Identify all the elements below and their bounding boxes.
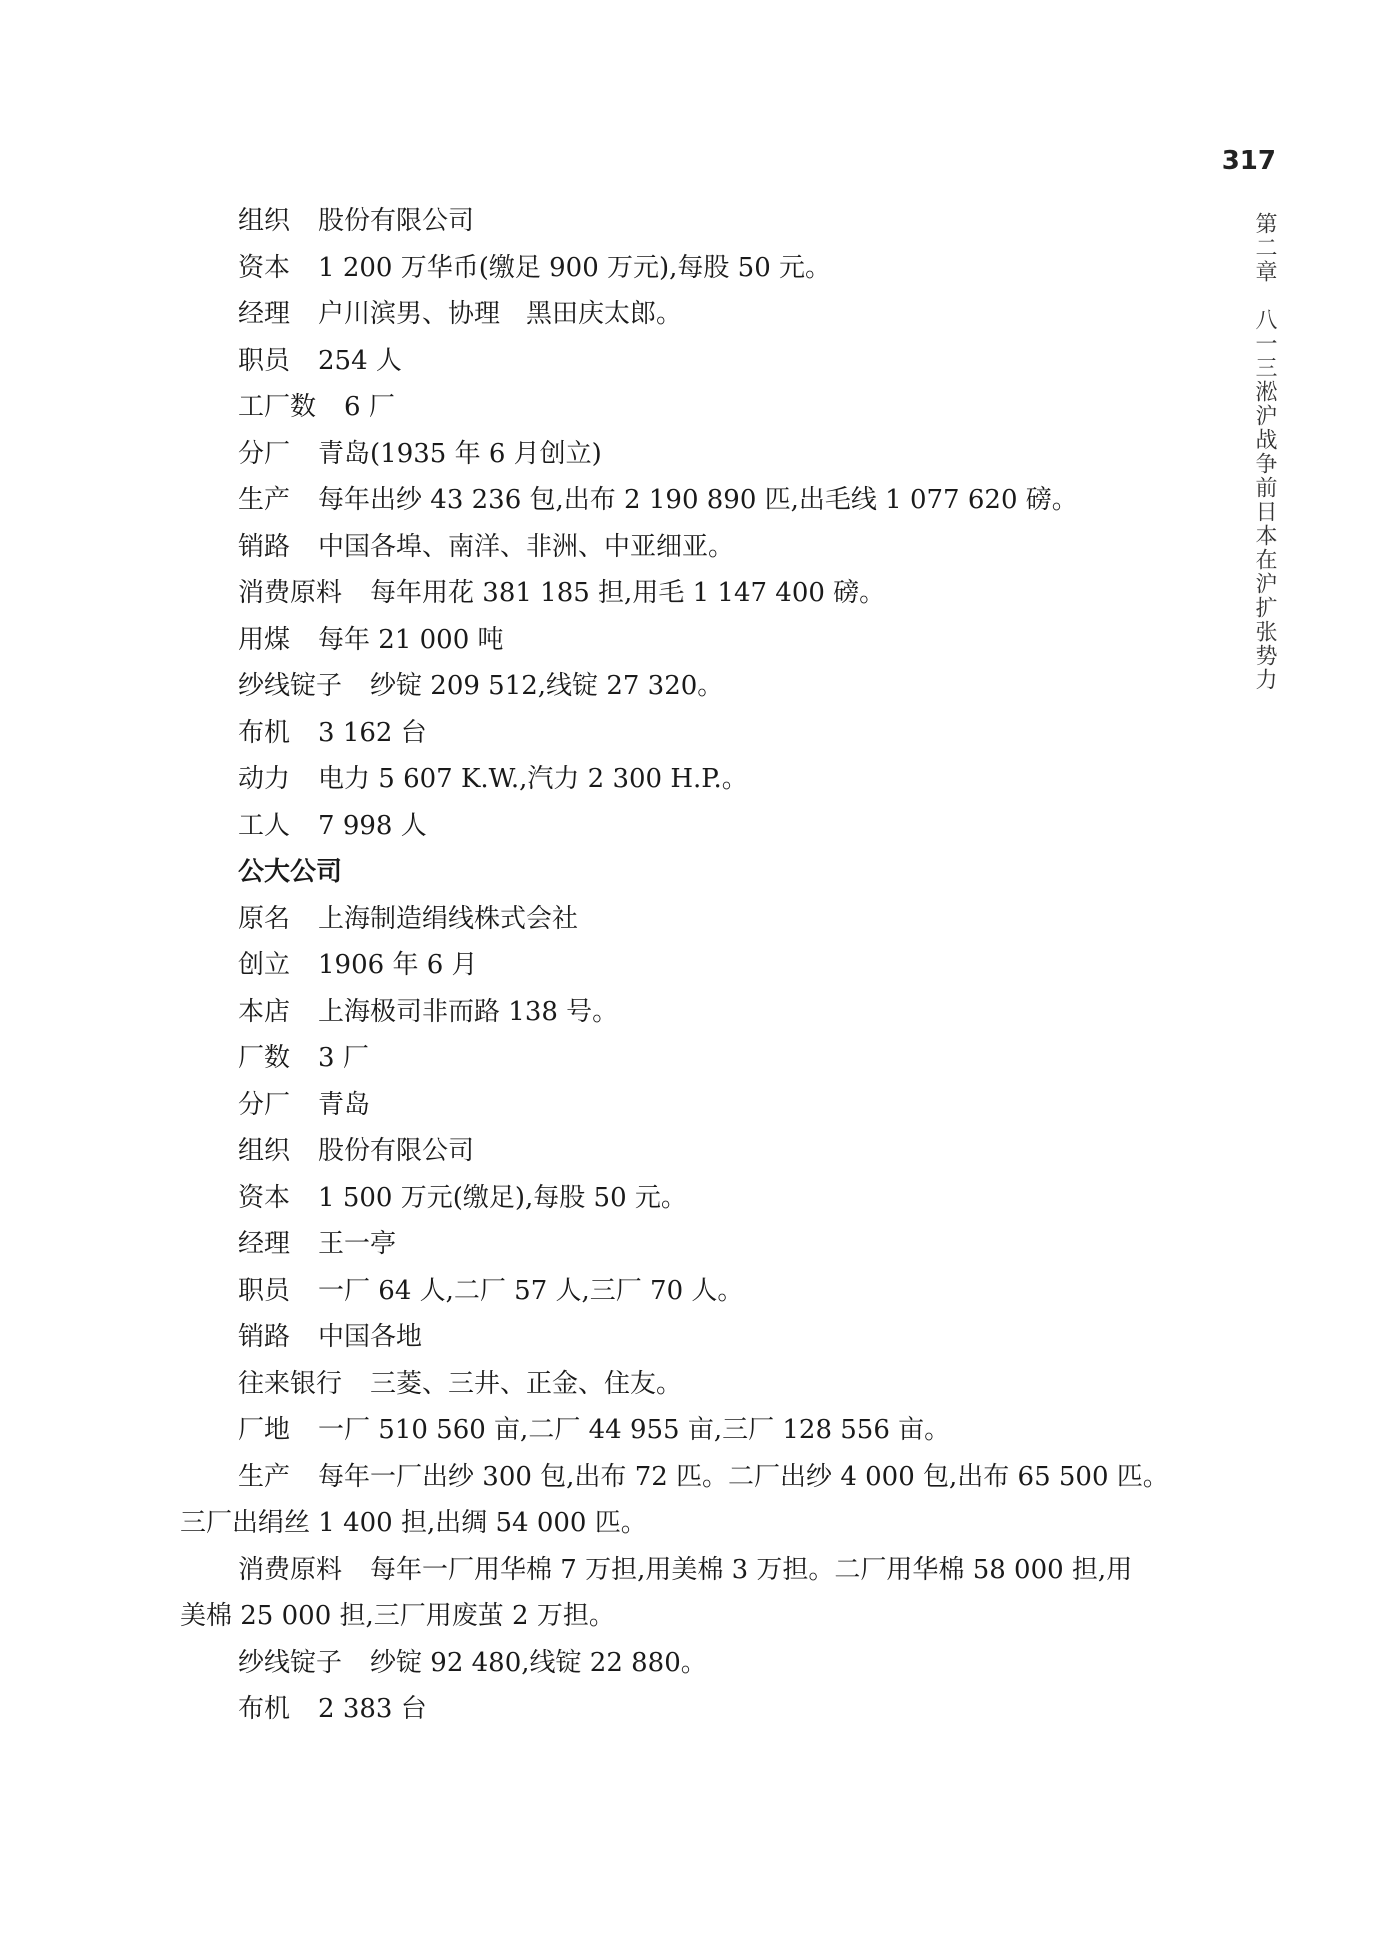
- section-heading: 公大公司: [238, 857, 343, 887]
- entry-value: 一厂 510 560 亩,二厂 44 955 亩,三厂 128 556 亩。: [318, 1415, 951, 1445]
- entry-label: 创立: [238, 950, 291, 980]
- entry-label: 分厂: [238, 438, 291, 469]
- entry-value: 三菱、三井、正金、住友。: [370, 1368, 683, 1399]
- entry-value: 户川滨男、协理 黑田庆太郎。: [318, 299, 683, 329]
- entry-line: [180, 803, 1200, 850]
- entry-value: 3 162 台: [318, 717, 427, 748]
- entry-label: 厂数: [238, 1043, 291, 1073]
- entry-line: [180, 1035, 1200, 1082]
- entry-line: [180, 384, 1200, 431]
- entry-value: 中国各地: [318, 1322, 423, 1352]
- entry-value: 股份有限公司: [318, 206, 475, 236]
- entry-line: [180, 1640, 1200, 1687]
- entry-label: 经理: [238, 299, 291, 329]
- entry-value: 中国各埠、南洋、非洲、中亚细亚。: [318, 531, 735, 562]
- entry-line: [180, 431, 1200, 478]
- entry-line: [180, 524, 1200, 571]
- entry-label: 纱线锭子: [238, 671, 343, 701]
- entry-value: 纱锭 209 512,线锭 27 320。: [370, 671, 724, 701]
- entry-line: [180, 291, 1200, 338]
- entry-value: 一厂 64 人,二厂 57 人,三厂 70 人。: [318, 1275, 744, 1306]
- entry-label: 布机: [238, 1694, 291, 1724]
- entry-label: 用煤: [238, 624, 291, 655]
- entry-label: 消费原料: [238, 1554, 343, 1585]
- entry-line: [180, 710, 1200, 757]
- entry-label: 布机: [238, 717, 291, 748]
- entry-value: 青岛: [318, 1089, 371, 1120]
- entry-line: [180, 570, 1200, 617]
- entry-line: [180, 1082, 1200, 1129]
- entry-line: [180, 1221, 1200, 1268]
- entry-label: 销路: [238, 1322, 291, 1352]
- entry-label: 经理: [238, 1229, 291, 1259]
- entry-label: 生产: [238, 1461, 291, 1492]
- entry-line: [180, 245, 1200, 292]
- entry-continuation: 三厂出绢丝 1 400 担,出绸 54 000 匹。: [180, 1508, 647, 1538]
- entry-label: 分厂: [238, 1089, 291, 1120]
- entry-line: [180, 1314, 1200, 1361]
- entry-value: 254 人: [318, 345, 402, 376]
- entry-line: [180, 1175, 1200, 1222]
- entry-label: 组织: [238, 206, 291, 236]
- entry-line: [180, 477, 1200, 524]
- entry-continuation: 美棉 25 000 担,三厂用废茧 2 万担。: [180, 1601, 615, 1631]
- entry-line: [180, 989, 1200, 1036]
- entry-line: [180, 663, 1200, 710]
- entry-line: [180, 338, 1200, 385]
- entry-line: [180, 1128, 1200, 1175]
- entry-line: [180, 756, 1200, 803]
- entry-label: 资本: [238, 1182, 291, 1213]
- entry-value: 股份有限公司: [318, 1136, 475, 1166]
- entry-label: 工厂数: [238, 392, 317, 422]
- entry-value: 7 998 人: [318, 810, 427, 841]
- entry-label: 本店: [238, 996, 291, 1027]
- entry-value: 3 厂: [318, 1043, 369, 1073]
- entry-value: 1 500 万元(缴足),每股 50 元。: [318, 1182, 687, 1213]
- entry-value: 电力 5 607 K.W.,汽力 2 300 H.P.。: [318, 764, 748, 794]
- entry-value: 每年出纱 43 236 包,出布 2 190 890 匹,出毛线 1 077 620 磅。: [318, 485, 1078, 515]
- page-number: 317: [1221, 146, 1276, 176]
- entry-line: [180, 1268, 1200, 1315]
- entry-value: 1906 年 6 月: [318, 950, 478, 980]
- entry-label: 职员: [238, 1275, 291, 1306]
- entry-label: 组织: [238, 1136, 291, 1166]
- entry-value: 2 383 台: [318, 1694, 427, 1724]
- entry-value: 1 200 万华币(缴足 900 万元),每股 50 元。: [318, 252, 832, 283]
- entry-line: [180, 1547, 1200, 1594]
- entry-value: 王一亭: [318, 1229, 397, 1259]
- entry-label: 生产: [238, 485, 291, 515]
- entry-label: 厂地: [238, 1415, 291, 1445]
- entry-value: 每年用花 381 185 担,用毛 1 147 400 磅。: [370, 578, 886, 608]
- entry-value: 每年一厂用华棉 7 万担,用美棉 3 万担。二厂用华棉 58 000 担,用: [370, 1554, 1133, 1585]
- entry-value: 纱锭 92 480,线锭 22 880。: [370, 1647, 707, 1678]
- entry-line: [180, 942, 1200, 989]
- entry-value: 上海极司非而路 138 号。: [318, 996, 619, 1027]
- entry-line: [180, 896, 1200, 943]
- entry-line: [180, 1361, 1200, 1408]
- entry-label: 纱线锭子: [238, 1647, 343, 1678]
- entry-line: [180, 1686, 1200, 1733]
- entry-label: 工人: [238, 810, 291, 841]
- entry-value: 青岛(1935 年 6 月创立): [318, 438, 602, 469]
- entry-value: 每年一厂出纱 300 包,出布 72 匹。二厂出纱 4 000 包,出布 65 500 匹。: [318, 1461, 1169, 1492]
- entry-label: 往来银行: [238, 1368, 343, 1399]
- entry-label: 销路: [238, 531, 291, 562]
- entry-label: 职员: [238, 345, 291, 376]
- entry-line: [180, 1407, 1200, 1454]
- entry-label: 资本: [238, 252, 291, 283]
- entry-line: [180, 617, 1200, 664]
- entry-value: 每年 21 000 吨: [318, 624, 504, 655]
- running-head: 第二章 八一三淞沪战争前日本在沪扩张势力: [1252, 212, 1277, 692]
- entry-label: 消费原料: [238, 578, 343, 608]
- page-content: [180, 198, 1200, 1733]
- entry-line: [180, 1454, 1200, 1501]
- entry-line: [180, 198, 1200, 245]
- entry-label: 动力: [238, 764, 291, 794]
- entry-value: 6 厂: [344, 392, 395, 422]
- entry-label: 原名: [238, 903, 291, 934]
- entry-value: 上海制造绢线株式会社: [318, 903, 579, 934]
